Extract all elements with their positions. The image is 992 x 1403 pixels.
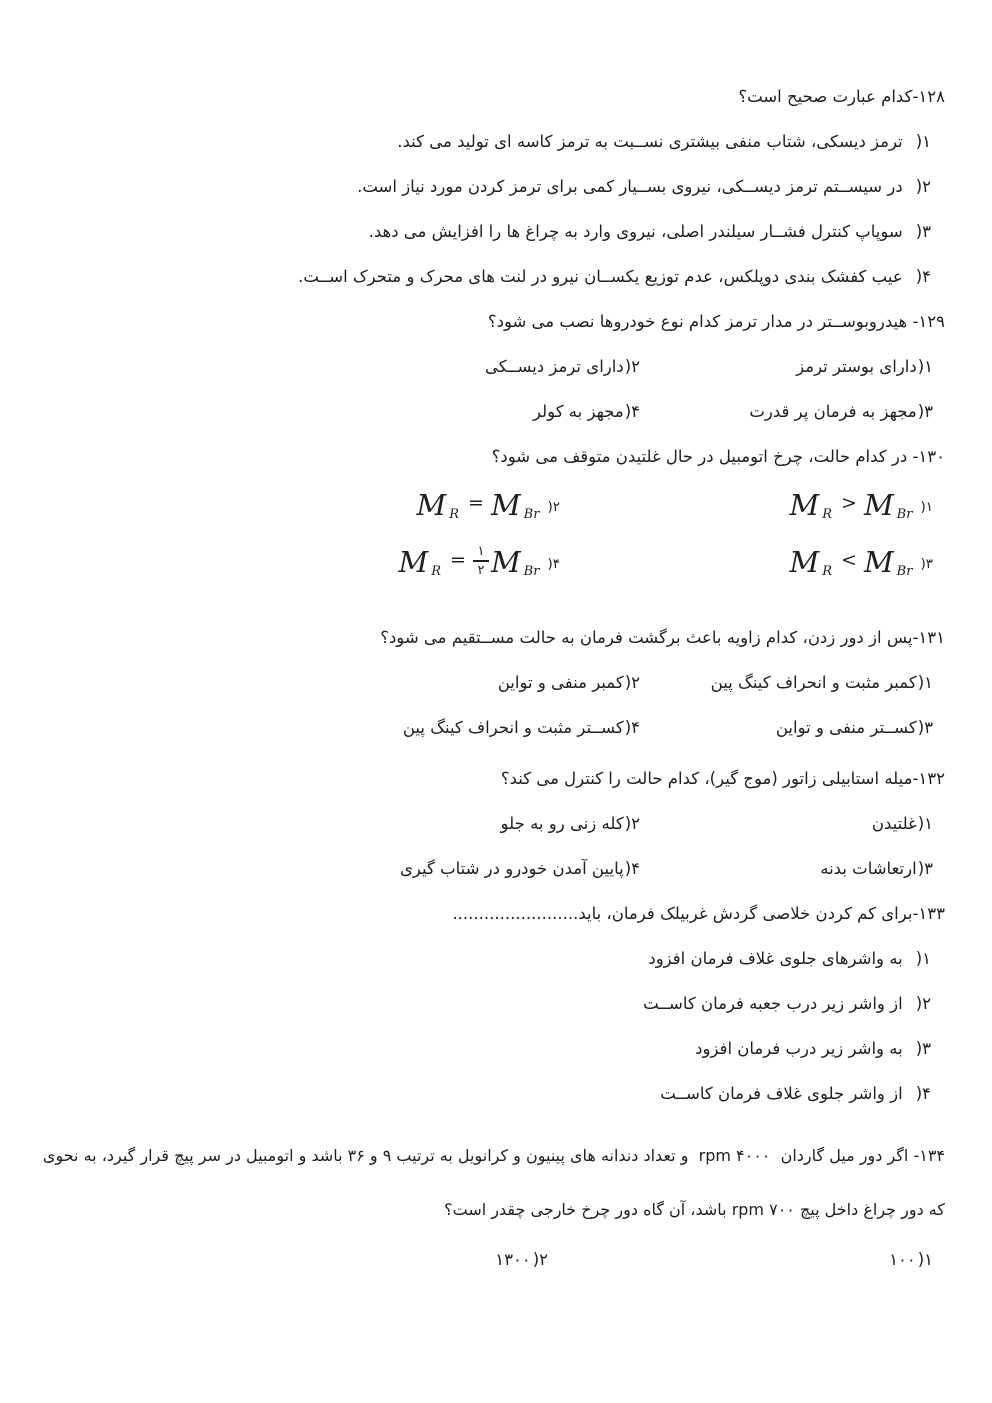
option-marker: ۱ ( <box>918 673 933 692</box>
option-marker: ۴ ( <box>625 859 640 878</box>
option-text: ارتعاشات بدنه <box>820 859 917 878</box>
formula-operator: < <box>841 549 857 571</box>
q129-options-row-1 <box>47 344 945 389</box>
option-marker: ۴ ( <box>916 1084 931 1103</box>
q132-option-3 <box>640 859 933 878</box>
option-text: عیب کفشک بندی دوپلکس، عدم توزیع یکســان نیرو در لنت های محرک و متحرک اســت. <box>298 267 903 286</box>
formula-mr-eq-mbr <box>416 487 560 522</box>
question-128-header: ۱۲۸-کدام عبارت صحیح است؟ <box>738 87 945 106</box>
option-marker: ۲ ( <box>625 673 640 692</box>
q130-option-4 <box>347 546 640 578</box>
q129-options-row-2 <box>47 389 945 434</box>
fraction-numerator: ۱ <box>477 544 485 560</box>
question-130-header: ۱۳۰- در کدام حالت، چرخ اتومبیل در حال غلتیدن متوقف می شود؟ <box>491 447 945 466</box>
option-marker: ۴ ( <box>625 402 640 421</box>
option-text: کمبر مثبت و انحراف کینگ پین <box>710 673 917 692</box>
q133-option-3 <box>47 1026 945 1071</box>
formula-symbol: M <box>398 544 429 579</box>
option-text: سوپاپ کنترل فشــار سیلندر اصلی، نیروی وارد به چراغ ها را افزایش می دهد. <box>368 222 903 241</box>
q129-option-4 <box>347 402 640 421</box>
option-text: دارای بوستر ترمز <box>796 357 917 376</box>
option-marker: ۳ ( <box>916 1039 931 1058</box>
option-text: پایین آمدن خودرو در شتاب گیری <box>399 859 624 878</box>
formula-operator: > <box>841 492 857 514</box>
option-marker: ۴ ( <box>625 718 640 737</box>
q133-option-1 <box>47 936 945 981</box>
q131-options-row-1 <box>47 660 945 705</box>
q131-option-2 <box>347 673 640 692</box>
option-text: دارای ترمز دیســکی <box>484 357 624 376</box>
formula-subscript: R <box>449 506 460 522</box>
option-text: از واشر جلوی غلاف فرمان کاســت <box>660 1084 903 1103</box>
option-marker: ۲ ( <box>916 994 931 1013</box>
spacer <box>47 1116 945 1128</box>
formula-symbol: M <box>490 487 521 522</box>
option-text: به واشرهای جلوی غلاف فرمان افزود <box>648 949 903 968</box>
q128-option-2 <box>47 164 945 209</box>
q128-option-3 <box>47 209 945 254</box>
option-marker: ۴ ( <box>547 556 560 572</box>
formula-symbol: M <box>863 544 894 579</box>
q130-option-2 <box>347 487 640 522</box>
formula-subscript: Br <box>896 506 913 522</box>
formula-subscript: R <box>431 563 442 579</box>
q132-options-row-2 <box>47 846 945 891</box>
spacer <box>47 593 945 615</box>
option-marker: ۳ ( <box>920 556 933 572</box>
q132-option-1 <box>640 814 933 833</box>
option-marker: ۲ ( <box>533 1250 548 1269</box>
option-marker: ۳ ( <box>918 859 933 878</box>
q130-formula-row-1 <box>47 479 945 531</box>
q134-answers-row <box>47 1236 945 1282</box>
formula-operator: = <box>450 549 466 571</box>
formula-subscript: Br <box>523 563 540 579</box>
option-marker: ۲ ( <box>547 499 560 515</box>
option-text: مجهز به فرمان پر قدرت <box>749 402 917 421</box>
q129-option-3 <box>640 402 933 421</box>
formula-subscript: R <box>822 563 833 579</box>
option-text: به واشر زیر درب فرمان افزود <box>695 1039 903 1058</box>
q130-option-1 <box>640 487 933 522</box>
option-marker: ۲ ( <box>916 177 931 196</box>
q132-option-4 <box>347 859 640 878</box>
option-text: غلتیدن <box>871 814 917 833</box>
q129-option-2 <box>347 357 640 376</box>
q133-option-4 <box>47 1071 945 1116</box>
question-134-line-1: ۱۳۴- اگر دور میل گاردان ۴۰۰۰ rpm و تعداد دندانه های پینیون و کرانویل به ترتیب ۹ و ۳۶ باشد و اتومبیل در سر پیچ قرار گیرد، به نحوی <box>42 1145 945 1165</box>
question-131-header: ۱۳۱-پس از دور زدن، کدام زاویه باعث برگشت فرمان به حالت مســتقیم می شود؟ <box>380 628 945 647</box>
question-132-header: ۱۳۲-میله استابیلی زاتور (موج گیر)، کدام حالت را کنترل می کند؟ <box>500 769 945 788</box>
q132-option-2 <box>347 814 640 833</box>
q133-option-2 <box>47 981 945 1026</box>
q129-option-1 <box>640 357 933 376</box>
formula-symbol: M <box>789 544 820 579</box>
q134-answer-2 <box>163 1250 548 1269</box>
q128-option-4 <box>47 254 945 299</box>
formula-subscript: Br <box>896 563 913 579</box>
option-text: از واشر زیر درب جعبه فرمان کاســت <box>643 994 903 1013</box>
fraction-bar <box>473 560 489 562</box>
formula-subscript: Br <box>523 506 540 522</box>
formula-symbol: M <box>863 487 894 522</box>
option-marker: ۱ ( <box>918 357 933 376</box>
option-marker: ۱ ( <box>920 499 933 515</box>
question-133-header: ۱۳۳-برای کم کردن خلاصی گردش غربیلک فرمان، باید........................ <box>452 904 945 923</box>
q130-formula-row-2 <box>47 531 945 593</box>
option-text: کســتر منفی و تواین <box>775 718 917 737</box>
fraction-one-half <box>473 545 489 577</box>
option-text: کســتر مثبت و انحراف کینگ پین <box>402 718 624 737</box>
question-129-header: ۱۲۹- هیدروبوســتر در مدار ترمز کدام نوع خودروها نصب می شود؟ <box>487 312 945 331</box>
formula-mr-gt-mbr <box>789 487 933 522</box>
option-marker: ۲ ( <box>625 814 640 833</box>
option-marker: ۳ ( <box>918 718 933 737</box>
option-text: مجهز به کولر <box>533 402 624 421</box>
q134-answer-1 <box>548 1250 933 1269</box>
formula-mr-lt-mbr <box>789 544 933 579</box>
option-marker: ۳ ( <box>916 222 931 241</box>
option-marker: ۲ ( <box>625 357 640 376</box>
answer-value: ۱۳۰۰ <box>495 1249 531 1269</box>
formula-symbol: M <box>789 487 820 522</box>
option-text: کله زنی رو به جلو <box>500 814 624 833</box>
fraction-denominator: ۲ <box>477 562 485 578</box>
formula-operator: = <box>468 492 484 514</box>
q131-option-3 <box>640 718 933 737</box>
question-134-line-2: که دور چراغ داخل پیچ ۷۰۰ rpm باشد، آن گاه دور چرخ خارجی چقدر است؟ <box>444 1199 945 1219</box>
formula-subscript: R <box>822 506 833 522</box>
q131-options-row-2 <box>47 705 945 750</box>
q130-option-3 <box>640 544 933 579</box>
q128-option-1 <box>47 119 945 164</box>
formula-symbol: M <box>416 487 447 522</box>
option-marker: ۱ ( <box>916 949 931 968</box>
option-text: ترمز دیسکی، شتاب منفی بیشتری نســبت به ترمز کاسه ای تولید می کند. <box>397 132 903 151</box>
formula-symbol: M <box>490 544 521 579</box>
option-marker: ۱ ( <box>916 132 931 151</box>
q131-option-1 <box>640 673 933 692</box>
q132-options-row-1 <box>47 801 945 846</box>
option-marker: ۳ ( <box>918 402 933 421</box>
q131-option-4 <box>347 718 640 737</box>
answer-value: ۱۰۰ <box>889 1249 916 1269</box>
option-marker: ۴ ( <box>916 267 931 286</box>
option-text: کمبر منفی و تواین <box>497 673 624 692</box>
option-text: در سیســتم ترمز دیســکی، نیروی بســیار کمی برای ترمز کردن مورد نیاز است. <box>357 177 903 196</box>
formula-mr-eq-half-mbr <box>399 546 560 578</box>
option-marker: ۱ ( <box>918 814 933 833</box>
option-marker: ۱ ( <box>918 1250 933 1269</box>
